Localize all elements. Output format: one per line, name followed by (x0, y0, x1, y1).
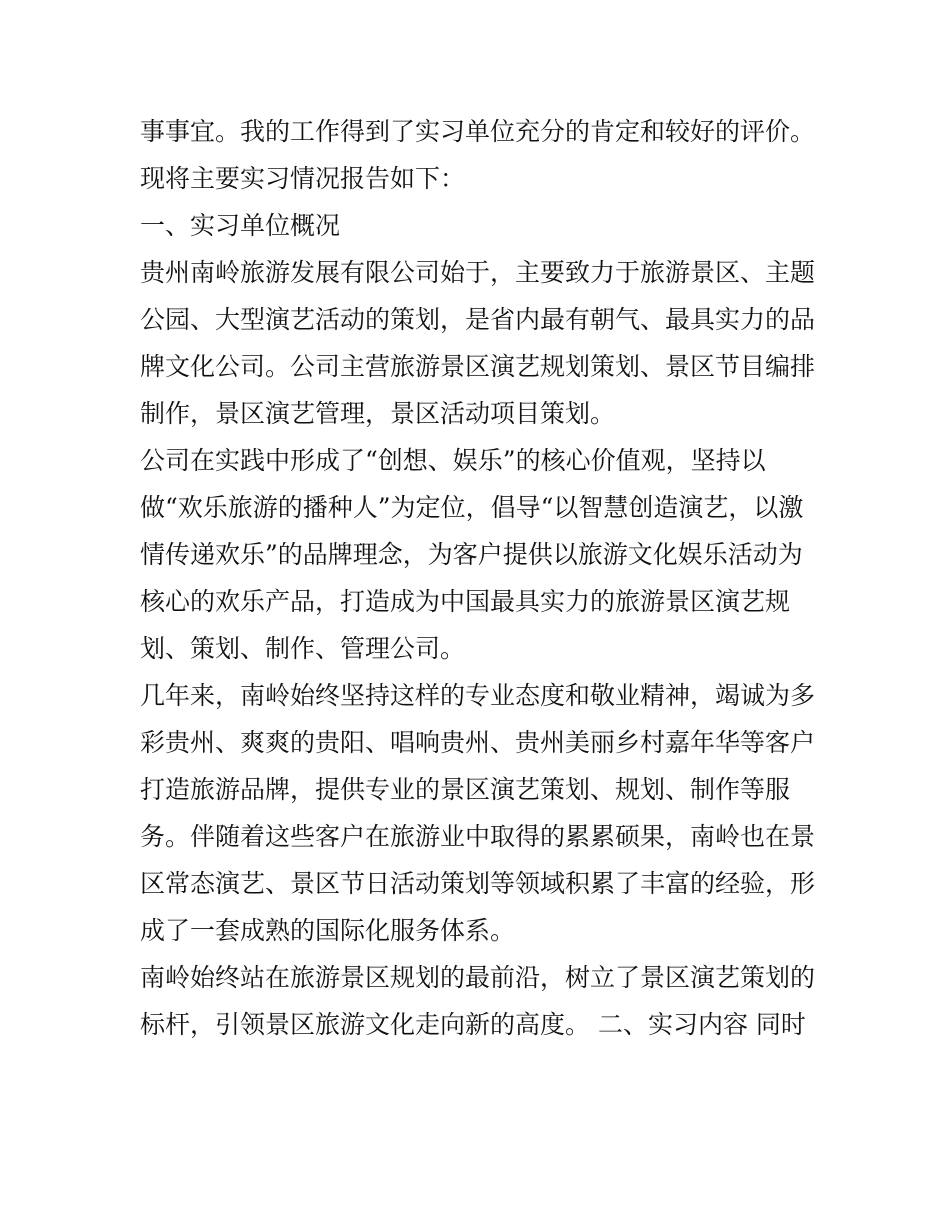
text-line: 务。伴随着这些客户在旅游业中取得的累累硕果，南岭也在景 (140, 822, 816, 851)
report-body-text (140, 108, 820, 1048)
text-line: 划、策划、制作、管理公司。 (140, 634, 466, 663)
text-line: 核心的欢乐产品，打造成为中国最具实力的旅游景区演艺规 (140, 587, 791, 616)
text-line: 南岭始终站在旅游景区规划的最前沿，树立了景区演艺策划的 (140, 963, 816, 992)
text-line: 牌文化公司。公司主营旅游景区演艺规划策划、景区节目编排 (140, 352, 816, 381)
text-line: 标杆，引领景区旅游文化走向新的高度。 二、实习内容 同时 (140, 1010, 806, 1039)
text-line: 彩贵州、爽爽的贵阳、唱响贵州、贵州美丽乡村嘉年华等客户 (140, 728, 816, 757)
section-heading: 一、实习单位概况 (140, 211, 341, 240)
text-line: 制作，景区演艺管理，景区活动项目策划。 (140, 399, 616, 428)
text-line: 公园、大型演艺活动的策划，是省内最有朝气、最具实力的品 (140, 305, 816, 334)
text-line: 打造旅游品牌，提供专业的景区演艺策划、规划、制作等服 (140, 775, 791, 804)
text-line: 贵州南岭旅游发展有限公司始于，主要致力于旅游景区、主题 (140, 258, 816, 287)
text-line: 现将主要实习情况报告如下： (140, 164, 466, 193)
text-line: 公司在实践中形成了“创想、娱乐”的核心价值观，坚持以 (140, 446, 766, 475)
text-line: 事事宜。我的工作得到了实习单位充分的肯定和较好的评价。 (140, 117, 816, 146)
text-line: 情传递欢乐”的品牌理念，为客户提供以旅游文化娱乐活动为 (140, 540, 803, 569)
text-line: 成了一套成熟的国际化服务体系。 (140, 916, 516, 945)
text-line: 几年来，南岭始终坚持这样的专业态度和敬业精神，竭诚为多 (140, 681, 816, 710)
text-line: 区常态演艺、景区节日活动策划等领域积累了丰富的经验，形 (140, 869, 816, 898)
text-line: 做“欢乐旅游的播种人”为定位，倡导“以智慧创造演艺，以激 (140, 493, 804, 522)
